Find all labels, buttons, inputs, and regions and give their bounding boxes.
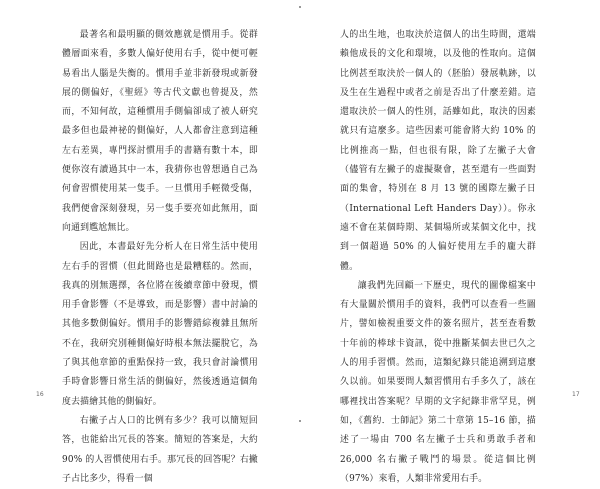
right-page xyxy=(300,0,600,484)
paragraph: 最著名和最明顯的側效應就是慣用手。從群體層面來看，多數人偏好使用右手，從中便可輕易看出人腦是失衡的。慣用手並非新發現或新發展的側偏好，《聖經》等古代文獻也曾提及，然而，不知何故，這種慣用手側偏卻成了被人研究最多但也最神祕的側偏好，人人都會注意到這種左右差異，專門探討慣用手的書籍有數十本，即便你沒有讀過其中一本，我猜你也曾想過自己為何會習慣使用某一隻手。一旦慣用手輕微受傷，我們便會深刻發現，另一隻手要亮如此無用，面向通到尷尬無比。 xyxy=(62,30,258,233)
paragraph: 右撇子占人口的比例有多少？我可以簡短回答，也能給出冗長的答案。簡短的答案是，大約 90% 的人習慣使用右手。那冗長的回答呢？右撇子占比多少，得看一個 xyxy=(62,415,258,484)
page-number: 17 xyxy=(572,391,580,398)
paragraph: 人的出生地，也取決於這個人的出生時間，還端賴他成長的文化和環境，以及他的性取向。這個比例甚至取決於一個人的（胚胎）發展軌跡，以及生在生過程中或者之前是否出了什麼差錯。這還取決於一個人的性別，話雖如此，取決的因素就只有這麼多。這些因素可能會將大約 10% 的比例推高一點，但也很有限，除了左撇子大會（儘管有左撇子的虛擬聚會，甚至還有一些面對面的集會，特別在 8 月 13 號的國際左撇子日（International Left Handers Day））。你永遠不會在某個時期、某個場所或某個文化中，找到一個超過 50% 的人偏好使用左手的龐大群體。 xyxy=(340,30,536,272)
paragraph: 讓我們先回顧一下歷史，現代的圖像檔案中有大量關於慣用手的資料，我們可以查看一些圖片，譬如檢視重要文件的簽名照片，甚至查看數十年前的棒球卡資訊，從中推斷某個去世已久之人的用手習慣。然而，這類紀錄只能追溯到這麼久以前。如果要問人類習慣用右手多久了，該在哪裡找出答案呢？早期的文字紀錄非常罕見，例如，《舊約．士師記》第二十章第 15–16 節，描述了一場由 700 名左撇子士兵和勇敢手者和 26,000 名右撇子戰鬥的場景。從這個比例（97%）來看，人類非常愛用右手。 xyxy=(340,280,536,484)
right-page-text xyxy=(340,26,536,489)
page-number: 16 xyxy=(36,391,44,398)
left-page-text xyxy=(62,26,258,489)
left-page xyxy=(0,0,300,484)
paragraph: 因此，本書最好先分析人在日常生活中使用左右手的習慣（但此間路也是最糟糕的。然而，我真的別無選擇，各位將在後續章節中發現，慣用手會影響（不是導致，而是影響）書中討論的其他多數側偏好。慣用手的影響錯綜複雜且無所不在，我研究別種側偏好時根本無法擺脫它，為了與其他章節的重點保持一致，我只會討論慣用手時會影響日常生活的側偏好，然後透過這個角度去描繪其他的側偏好。 xyxy=(62,242,258,407)
